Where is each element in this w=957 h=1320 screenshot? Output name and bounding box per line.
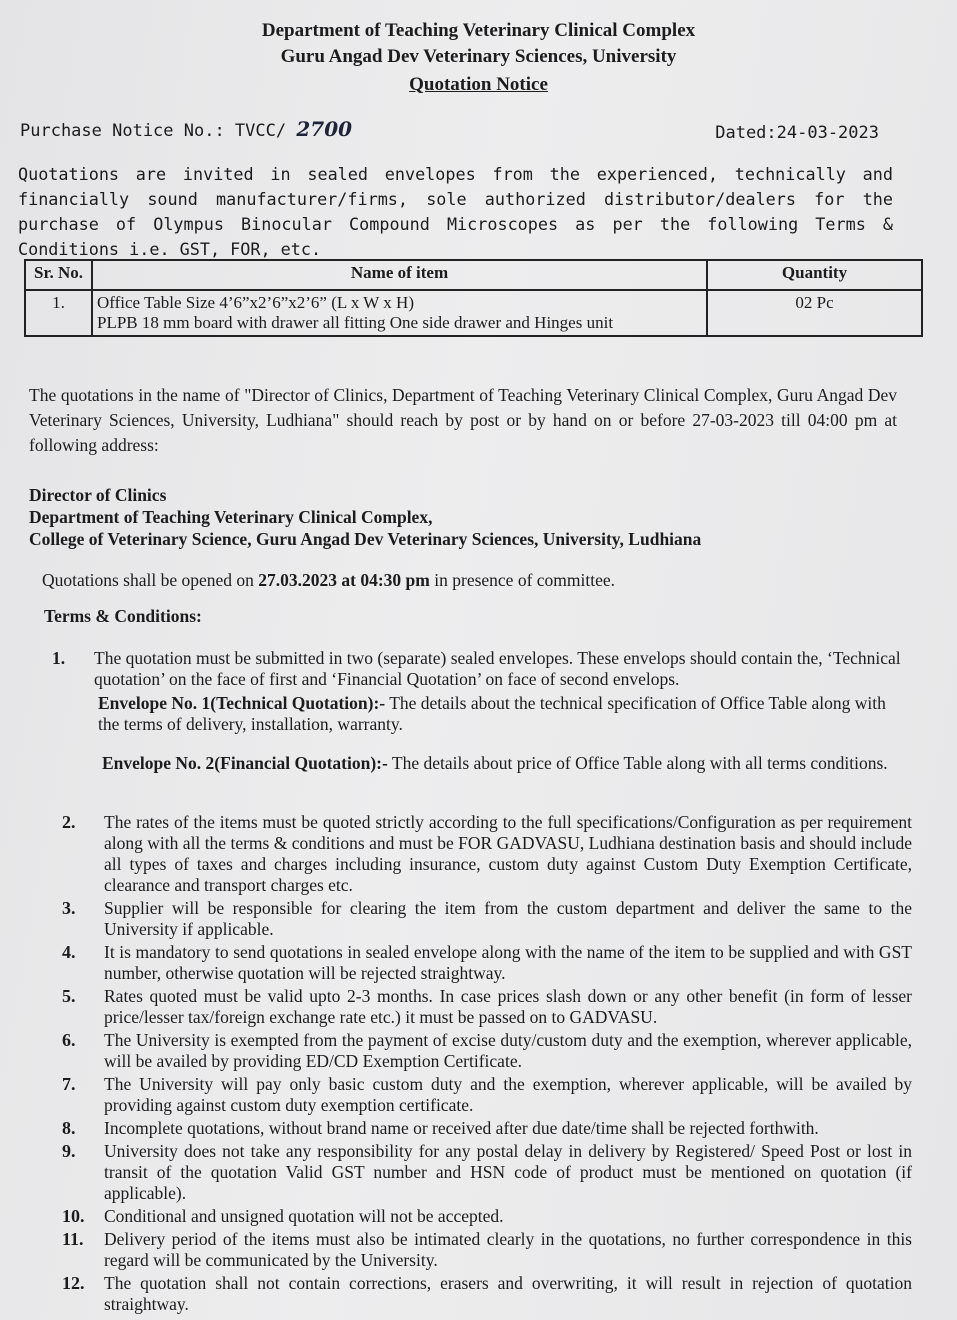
terms-heading: Terms & Conditions: xyxy=(44,606,202,626)
term-text: Incomplete quotations, without brand name or received after due date/time shall be rejected forthwith. xyxy=(104,1118,819,1138)
term-text: The University is exempted from the payment of excise duty/custom duty and the exemption, wherever applicable, will be availed by providing ED/CD Exemption Certificate. xyxy=(104,1030,912,1071)
term-number: 2. xyxy=(62,812,76,832)
cell-sr-no: 1. xyxy=(25,290,92,336)
notice-date: Dated:24-03-2023 xyxy=(715,123,879,143)
term-item xyxy=(62,942,912,984)
envelope-1-text: Envelope No. 1(Technical Quotation):- The details about the technical specification of Office Table along with the terms of delivery, installation, warranty. xyxy=(98,693,886,734)
term-number: 1. xyxy=(52,648,66,668)
term-number: 8. xyxy=(62,1118,76,1138)
handwritten-notice-number: 2700 xyxy=(296,117,353,141)
term-number: 12. xyxy=(62,1273,85,1293)
table-row xyxy=(25,290,922,336)
term-number: 10. xyxy=(62,1206,85,1226)
term-number: 3. xyxy=(62,898,76,918)
term-text: Rates quoted must be valid upto 2-3 months. In case prices slash down or any other benefit (in form of lesser price/lesser tax/foreign exchange rate etc.) it must be passed on to GADVASU. xyxy=(104,986,912,1027)
opening-statement: Quotations shall be opened on 27.03.2023 at 04:30 pm in presence of committee. xyxy=(42,570,616,590)
table-header-row xyxy=(25,260,922,290)
col-header-sr-no: Sr. No. xyxy=(25,260,92,290)
term-text: University does not take any responsibility for any postal delay in delivery by Registered/ Speed Post or lost in transit of the quotation Valid GST number and HSN code of product must be mentioned on quotation (if applicable). xyxy=(104,1141,912,1203)
term-item xyxy=(62,812,912,896)
term-item xyxy=(62,1141,912,1204)
term-item xyxy=(62,986,912,1028)
term-item xyxy=(62,1229,912,1271)
cell-quantity: 02 Pc xyxy=(707,290,922,336)
address-line: Director of Clinics xyxy=(29,485,167,505)
term-text: The quotation shall not contain corrections, erasers and overwriting, it will result in rejection of quotation straightway. xyxy=(104,1273,912,1314)
university-heading: Guru Angad Dev Veterinary Sciences, University xyxy=(280,46,677,67)
item-description-line2: PLPB 18 mm board with drawer all fitting One side drawer and Hinges unit xyxy=(97,313,614,332)
term-text: It is mandatory to send quotations in sealed envelope along with the name of the item to be supplied and with GST number, otherwise quotation will be rejected straightway. xyxy=(104,942,912,983)
term-item xyxy=(62,1206,912,1227)
term-number: 6. xyxy=(62,1030,76,1050)
term-number: 11. xyxy=(62,1229,84,1249)
envelope-1-label: Envelope No. 1(Technical Quotation):- xyxy=(98,693,386,713)
submission-paragraph: The quotations in the name of "Director of Clinics, Department of Teaching Veterinary Clinical Complex, Guru Angad Dev Veterinary Sciences, University, Ludhiana" should reach by post or by hand on or before 27-03-2023 till 04:00 pm at following address: xyxy=(29,385,897,455)
term-number: 4. xyxy=(62,942,76,962)
term-text: Conditional and unsigned quotation will not be accepted. xyxy=(104,1206,504,1226)
col-header-quantity: Quantity xyxy=(707,260,922,290)
department-heading: Department of Teaching Veterinary Clinical Complex xyxy=(261,20,696,41)
notice-title: Quotation Notice xyxy=(409,74,548,95)
term-number: 9. xyxy=(62,1141,76,1161)
purchase-notice-label: Purchase Notice No.: TVCC/ xyxy=(20,121,287,141)
item-description-line1: Office Table Size 4’6”x2’6”x2’6” (L x W x H) xyxy=(97,293,414,312)
purchase-notice-number xyxy=(20,117,352,141)
term-item xyxy=(62,1030,912,1072)
term-number: 7. xyxy=(62,1074,76,1094)
term-text: Supplier will be responsible for clearing the item from the custom department and deliver the same to the University if applicable. xyxy=(104,898,912,939)
term-item-1 xyxy=(52,648,910,774)
term-item xyxy=(62,1118,912,1139)
term-item xyxy=(62,1273,912,1315)
term-text: The University will pay only basic custom duty and the exemption, wherever applicable, will be availed by providing against custom duty exemption certificate. xyxy=(104,1074,912,1115)
term-item xyxy=(62,898,912,940)
address-line: College of Veterinary Science, Guru Angad Dev Veterinary Sciences, University, Ludhiana xyxy=(29,529,702,549)
address-block xyxy=(29,484,897,550)
opening-datetime: 27.03.2023 at 04:30 pm xyxy=(258,570,430,590)
term-text: The quotation must be submitted in two (separate) sealed envelopes. These envelops should contain the, ‘Technical quotation’ on the face of first and ‘Financial Quotation’ on face of second envelops. xyxy=(94,648,901,689)
col-header-item: Name of item xyxy=(92,260,707,290)
envelope-2-label: Envelope No. 2(Financial Quotation):- xyxy=(102,753,388,773)
cell-item xyxy=(92,290,707,336)
term-item xyxy=(62,1074,912,1116)
envelope-2-text: Envelope No. 2(Financial Quotation):- The details about price of Office Table along with all terms conditions. xyxy=(102,753,888,773)
term-text: The rates of the items must be quoted strictly according to the full specifications/Configuration as per requirement along with all the terms & conditions and must be FOR GADVASU, Ludhiana destination basis and should include all types of taxes and charges including insurance, custom duty against Custom Duty Exemption Certificate, clearance and transport charges etc. xyxy=(104,812,912,895)
term-text: Delivery period of the items must also be intimated clearly in the quotations, no further correspondence in this regard will be communicated by the University. xyxy=(104,1229,912,1270)
items-table xyxy=(24,259,923,337)
address-line: Department of Teaching Veterinary Clinical Complex, xyxy=(29,507,433,527)
terms-list xyxy=(62,812,912,1317)
intro-paragraph: Quotations are invited in sealed envelopes from the experienced, technically and financially sound manufacturer/firms, sole authorized distributor/dealers for the purchase of Olympus Binocular Compound Microscopes as per the following Terms & Conditions i.e. GST, FOR, etc. xyxy=(18,164,893,259)
term-number: 5. xyxy=(62,986,76,1006)
